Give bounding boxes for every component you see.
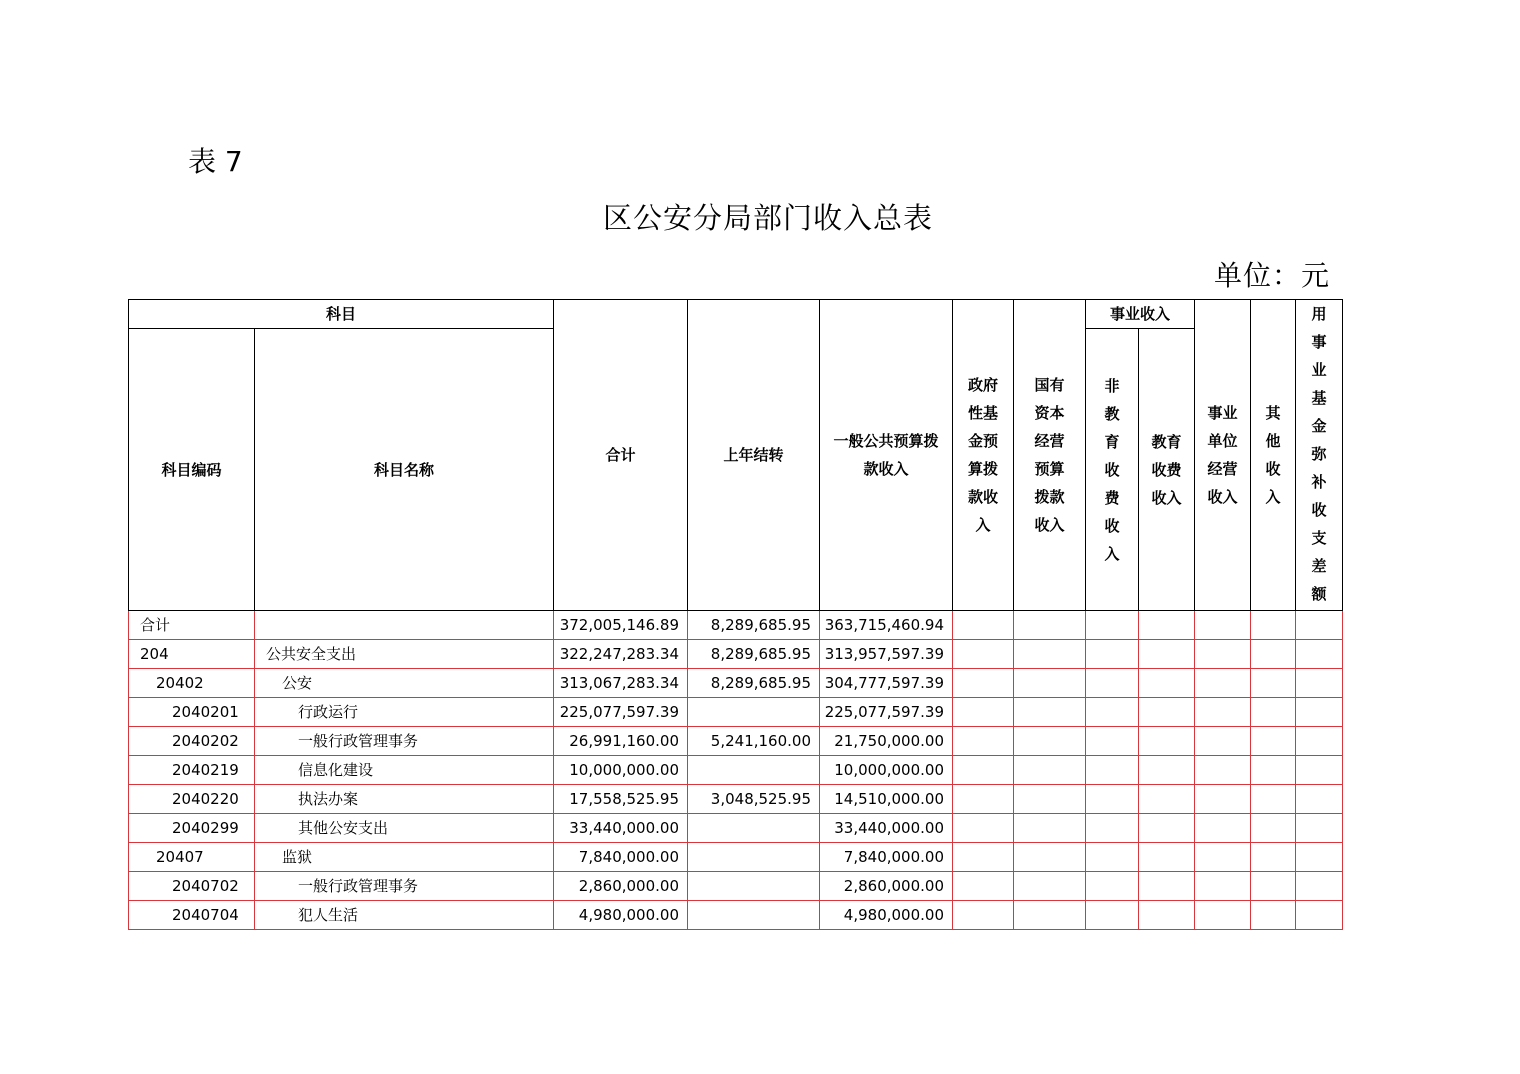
row-gov-fund <box>953 901 1014 930</box>
row-state-capital <box>1014 611 1086 640</box>
table-row <box>129 756 1343 785</box>
row-edu <box>1139 872 1195 901</box>
row-total: 7,840,000.00 <box>554 843 688 872</box>
row-unit-operation <box>1195 872 1251 901</box>
table-row <box>129 698 1343 727</box>
row-gov-fund <box>953 843 1014 872</box>
row-fund-balance <box>1296 640 1343 669</box>
header-edu: 教育收费收入 <box>1139 329 1195 611</box>
row-unit-operation <box>1195 756 1251 785</box>
row-code: 20402 <box>129 669 255 698</box>
row-other <box>1251 901 1296 930</box>
row-general-budget: 2,860,000.00 <box>820 872 953 901</box>
table-row <box>129 785 1343 814</box>
row-total: 225,077,597.39 <box>554 698 688 727</box>
row-fund-balance <box>1296 727 1343 756</box>
row-carryover <box>688 698 820 727</box>
row-name: 其他公安支出 <box>255 814 554 843</box>
row-other <box>1251 640 1296 669</box>
row-general-budget: 225,077,597.39 <box>820 698 953 727</box>
row-state-capital <box>1014 901 1086 930</box>
table-row <box>129 843 1343 872</box>
row-edu <box>1139 814 1195 843</box>
row-unit-operation <box>1195 669 1251 698</box>
row-code: 2040704 <box>129 901 255 930</box>
row-name: 执法办案 <box>255 785 554 814</box>
table-header <box>129 300 1343 611</box>
row-total: 33,440,000.00 <box>554 814 688 843</box>
row-fund-balance <box>1296 872 1343 901</box>
row-non-edu <box>1086 843 1139 872</box>
row-name <box>255 611 554 640</box>
table-row <box>129 611 1343 640</box>
row-unit-operation <box>1195 727 1251 756</box>
row-code: 2040299 <box>129 814 255 843</box>
header-general-budget: 一般公共预算拨款收入 <box>820 300 953 611</box>
row-non-edu <box>1086 901 1139 930</box>
row-general-budget: 10,000,000.00 <box>820 756 953 785</box>
header-name: 科目名称 <box>255 329 554 611</box>
row-total: 322,247,283.34 <box>554 640 688 669</box>
row-other <box>1251 727 1296 756</box>
header-business-group: 事业收入 <box>1086 300 1195 329</box>
header-subject-group: 科目 <box>129 300 554 329</box>
row-general-budget: 33,440,000.00 <box>820 814 953 843</box>
page-title: 区公安分局部门收入总表 <box>602 201 933 235</box>
row-unit-operation <box>1195 843 1251 872</box>
row-code: 2040219 <box>129 756 255 785</box>
row-gov-fund <box>953 727 1014 756</box>
row-unit-operation <box>1195 698 1251 727</box>
header-unit-operation: 事业单位经营收入 <box>1195 300 1251 611</box>
row-unit-operation <box>1195 640 1251 669</box>
row-carryover: 3,048,525.95 <box>688 785 820 814</box>
row-fund-balance <box>1296 901 1343 930</box>
row-total: 372,005,146.89 <box>554 611 688 640</box>
row-unit-operation <box>1195 814 1251 843</box>
row-name: 行政运行 <box>255 698 554 727</box>
row-non-edu <box>1086 756 1139 785</box>
row-fund-balance <box>1296 698 1343 727</box>
row-gov-fund <box>953 872 1014 901</box>
header-state-capital: 国有资本经营预算拨款收入 <box>1014 300 1086 611</box>
row-other <box>1251 785 1296 814</box>
header-total: 合计 <box>554 300 688 611</box>
row-gov-fund <box>953 669 1014 698</box>
row-general-budget: 14,510,000.00 <box>820 785 953 814</box>
row-state-capital <box>1014 669 1086 698</box>
row-total: 10,000,000.00 <box>554 756 688 785</box>
row-edu <box>1139 901 1195 930</box>
row-carryover <box>688 901 820 930</box>
row-gov-fund <box>953 814 1014 843</box>
row-name: 公共安全支出 <box>255 640 554 669</box>
table-number-label: 表 7 <box>188 145 243 178</box>
row-state-capital <box>1014 727 1086 756</box>
row-non-edu <box>1086 727 1139 756</box>
row-edu <box>1139 785 1195 814</box>
header-other: 其他收入 <box>1251 300 1296 611</box>
row-gov-fund <box>953 698 1014 727</box>
row-general-budget: 7,840,000.00 <box>820 843 953 872</box>
row-general-budget: 21,750,000.00 <box>820 727 953 756</box>
row-name: 信息化建设 <box>255 756 554 785</box>
row-carryover <box>688 814 820 843</box>
row-other <box>1251 669 1296 698</box>
row-code: 20407 <box>129 843 255 872</box>
row-edu <box>1139 843 1195 872</box>
row-fund-balance <box>1296 785 1343 814</box>
row-general-budget: 4,980,000.00 <box>820 901 953 930</box>
row-other <box>1251 814 1296 843</box>
row-non-edu <box>1086 785 1139 814</box>
row-code: 2040702 <box>129 872 255 901</box>
row-gov-fund <box>953 611 1014 640</box>
row-carryover <box>688 756 820 785</box>
row-fund-balance <box>1296 814 1343 843</box>
row-state-capital <box>1014 698 1086 727</box>
row-name: 一般行政管理事务 <box>255 727 554 756</box>
row-state-capital <box>1014 640 1086 669</box>
row-edu <box>1139 756 1195 785</box>
row-name: 一般行政管理事务 <box>255 872 554 901</box>
row-unit-operation <box>1195 785 1251 814</box>
row-unit-operation <box>1195 611 1251 640</box>
row-edu <box>1139 669 1195 698</box>
row-total: 17,558,525.95 <box>554 785 688 814</box>
row-state-capital <box>1014 872 1086 901</box>
row-other <box>1251 843 1296 872</box>
table-row <box>129 814 1343 843</box>
row-carryover <box>688 843 820 872</box>
row-gov-fund <box>953 640 1014 669</box>
row-non-edu <box>1086 669 1139 698</box>
header-non-edu: 非教育收费收入 <box>1086 329 1139 611</box>
row-fund-balance <box>1296 843 1343 872</box>
row-edu <box>1139 611 1195 640</box>
row-carryover: 8,289,685.95 <box>688 611 820 640</box>
row-non-edu <box>1086 698 1139 727</box>
table-row <box>129 727 1343 756</box>
table-row <box>129 872 1343 901</box>
row-gov-fund <box>953 756 1014 785</box>
row-name: 公安 <box>255 669 554 698</box>
row-general-budget: 304,777,597.39 <box>820 669 953 698</box>
header-fund-balance: 用事业基金弥补收支差额 <box>1296 300 1343 611</box>
row-other <box>1251 698 1296 727</box>
row-edu <box>1139 698 1195 727</box>
table-body <box>129 611 1343 930</box>
row-unit-operation <box>1195 901 1251 930</box>
row-code: 合计 <box>129 611 255 640</box>
row-general-budget: 313,957,597.39 <box>820 640 953 669</box>
row-non-edu <box>1086 814 1139 843</box>
row-edu <box>1139 640 1195 669</box>
row-gov-fund <box>953 785 1014 814</box>
header-carryover: 上年结转 <box>688 300 820 611</box>
row-other <box>1251 756 1296 785</box>
row-code: 2040202 <box>129 727 255 756</box>
row-total: 2,860,000.00 <box>554 872 688 901</box>
header-gov-fund: 政府性基金预算拨款收入 <box>953 300 1014 611</box>
unit-label: 单位：元 <box>1213 259 1330 292</box>
row-carryover <box>688 872 820 901</box>
row-code: 2040220 <box>129 785 255 814</box>
row-non-edu <box>1086 611 1139 640</box>
row-total: 26,991,160.00 <box>554 727 688 756</box>
row-carryover: 8,289,685.95 <box>688 640 820 669</box>
row-fund-balance <box>1296 669 1343 698</box>
row-state-capital <box>1014 814 1086 843</box>
table-row <box>129 640 1343 669</box>
row-other <box>1251 872 1296 901</box>
row-fund-balance <box>1296 756 1343 785</box>
row-state-capital <box>1014 843 1086 872</box>
row-code: 204 <box>129 640 255 669</box>
row-name: 犯人生活 <box>255 901 554 930</box>
table-row <box>129 669 1343 698</box>
row-other <box>1251 611 1296 640</box>
row-non-edu <box>1086 640 1139 669</box>
row-non-edu <box>1086 872 1139 901</box>
row-total: 4,980,000.00 <box>554 901 688 930</box>
row-general-budget: 363,715,460.94 <box>820 611 953 640</box>
header-code: 科目编码 <box>129 329 255 611</box>
row-carryover: 8,289,685.95 <box>688 669 820 698</box>
table-row <box>129 901 1343 930</box>
row-state-capital <box>1014 756 1086 785</box>
row-total: 313,067,283.34 <box>554 669 688 698</box>
row-code: 2040201 <box>129 698 255 727</box>
row-fund-balance <box>1296 611 1343 640</box>
row-name: 监狱 <box>255 843 554 872</box>
income-summary-table <box>128 299 1343 930</box>
row-carryover: 5,241,160.00 <box>688 727 820 756</box>
row-state-capital <box>1014 785 1086 814</box>
row-edu <box>1139 727 1195 756</box>
